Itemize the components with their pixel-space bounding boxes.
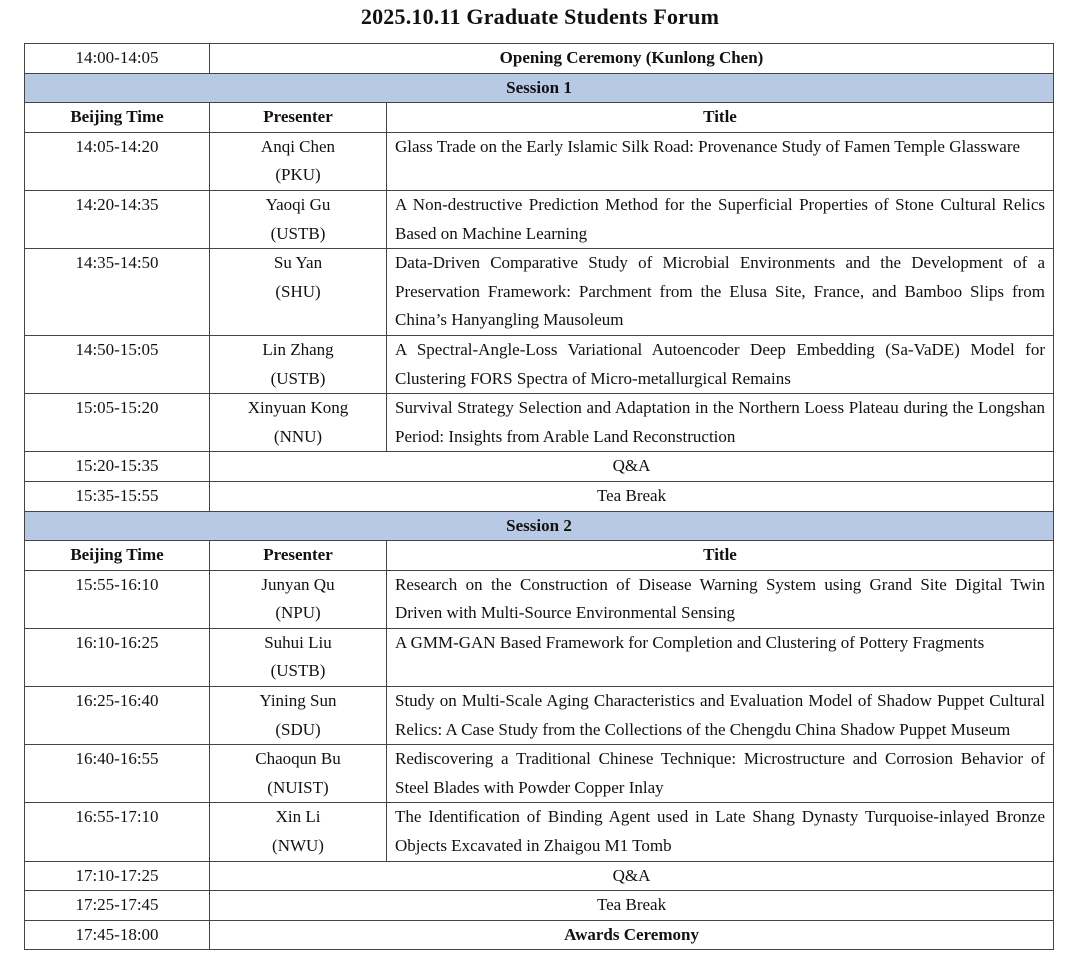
awards-row bbox=[25, 920, 1054, 950]
presenter-name: Suhui Liu bbox=[264, 632, 332, 652]
time-cell: 15:20-15:35 bbox=[25, 452, 210, 482]
session-2-talks bbox=[25, 570, 1054, 861]
presenter-affiliation: (NWU) bbox=[272, 836, 324, 856]
qa-cell: Q&A bbox=[210, 861, 1054, 891]
presenter-cell bbox=[210, 335, 387, 393]
qa-row bbox=[25, 452, 1054, 482]
time-cell: 16:10-16:25 bbox=[25, 628, 210, 686]
session-name: Session 2 bbox=[25, 511, 1054, 541]
qa-cell: Q&A bbox=[210, 452, 1054, 482]
awards-ceremony-cell: Awards Ceremony bbox=[210, 920, 1054, 950]
time-cell: 17:25-17:45 bbox=[25, 891, 210, 921]
presenter-cell bbox=[210, 394, 387, 452]
talk-row bbox=[25, 132, 1054, 190]
talk-row bbox=[25, 745, 1054, 803]
talk-row bbox=[25, 570, 1054, 628]
header-title: Title bbox=[387, 103, 1054, 133]
time-cell: 16:25-16:40 bbox=[25, 687, 210, 745]
time-cell: 14:05-14:20 bbox=[25, 132, 210, 190]
column-header-row bbox=[25, 103, 1054, 133]
tea-break-cell: Tea Break bbox=[210, 891, 1054, 921]
time-cell: 15:55-16:10 bbox=[25, 570, 210, 628]
tea-break-cell: Tea Break bbox=[210, 481, 1054, 511]
presenter-affiliation: (PKU) bbox=[275, 165, 321, 185]
time-cell: 14:50-15:05 bbox=[25, 335, 210, 393]
presenter-name: Anqi Chen bbox=[260, 136, 336, 156]
presenter-cell bbox=[210, 249, 387, 336]
talk-title: Research on the Construction of Disease Warning System using Grand Site Digital Twin Driven with Multi-Source Environmental Sensing bbox=[387, 570, 1054, 628]
header-title: Title bbox=[387, 541, 1054, 571]
presenter-name: Yaoqi Gu bbox=[265, 194, 331, 214]
header-presenter: Presenter bbox=[210, 541, 387, 571]
header-presenter: Presenter bbox=[210, 103, 387, 133]
talk-title: Rediscovering a Traditional Chinese Technique: Microstructure and Corrosion Behavior of Steel Blades with Powder Copper Inlay bbox=[387, 745, 1054, 803]
tea-break-row bbox=[25, 481, 1054, 511]
talk-row bbox=[25, 190, 1054, 248]
schedule-table bbox=[24, 43, 1054, 950]
time-cell: 16:55-17:10 bbox=[25, 803, 210, 861]
presenter-name: Xinyuan Kong bbox=[247, 398, 349, 418]
presenter-name: Chaoqun Bu bbox=[255, 749, 341, 769]
session-name: Session 1 bbox=[25, 73, 1054, 103]
presenter-affiliation: (SDU) bbox=[275, 719, 321, 739]
presenter-name: Su Yan bbox=[273, 253, 323, 273]
presenter-cell bbox=[210, 745, 387, 803]
presenter-affiliation: (USTB) bbox=[270, 661, 326, 681]
session-1-header bbox=[25, 73, 1054, 103]
talk-row bbox=[25, 687, 1054, 745]
opening-ceremony-cell: Opening Ceremony (Kunlong Chen) bbox=[210, 44, 1054, 74]
presenter-cell bbox=[210, 190, 387, 248]
presenter-name: Lin Zhang bbox=[262, 339, 334, 359]
time-cell: 15:05-15:20 bbox=[25, 394, 210, 452]
tea-break-row bbox=[25, 891, 1054, 921]
talk-title: The Identification of Binding Agent used in Late Shang Dynasty Turquoise-inlayed Bronze Objects Excavated in Zhaigou M1 Tomb bbox=[387, 803, 1054, 861]
presenter-affiliation: (USTB) bbox=[270, 223, 326, 243]
time-cell: 17:45-18:00 bbox=[25, 920, 210, 950]
header-time: Beijing Time bbox=[25, 103, 210, 133]
column-header-row bbox=[25, 541, 1054, 571]
presenter-name: Junyan Qu bbox=[261, 574, 335, 594]
time-cell: 15:35-15:55 bbox=[25, 481, 210, 511]
session-1-talks bbox=[25, 132, 1054, 452]
presenter-name: Xin Li bbox=[275, 807, 321, 827]
talk-row bbox=[25, 628, 1054, 686]
time-cell: 17:10-17:25 bbox=[25, 861, 210, 891]
talk-title: Study on Multi-Scale Aging Characteristics and Evaluation Model of Shadow Puppet Cultural Relics: A Case Study from the Collections of the Chengdu China Shadow Puppet Museum bbox=[387, 687, 1054, 745]
time-cell: 14:00-14:05 bbox=[25, 44, 210, 74]
time-cell: 14:35-14:50 bbox=[25, 249, 210, 336]
talk-row bbox=[25, 394, 1054, 452]
presenter-affiliation: (NNU) bbox=[273, 426, 323, 446]
header-time: Beijing Time bbox=[25, 541, 210, 571]
presenter-cell bbox=[210, 687, 387, 745]
presenter-name: Yining Sun bbox=[259, 691, 337, 711]
presenter-affiliation: (SHU) bbox=[275, 281, 321, 301]
presenter-affiliation: (USTB) bbox=[270, 368, 326, 388]
talk-title: Survival Strategy Selection and Adaptation in the Northern Loess Plateau during the Longshan Period: Insights from Arable Land Reconstruction bbox=[387, 394, 1054, 452]
session-2-header bbox=[25, 511, 1054, 541]
presenter-affiliation: (NUIST) bbox=[267, 777, 329, 797]
qa-row bbox=[25, 861, 1054, 891]
presenter-cell bbox=[210, 132, 387, 190]
talk-title: A Spectral-Angle-Loss Variational Autoencoder Deep Embedding (Sa-VaDE) Model for Clustering FORS Spectra of Micro-metallurgical Remains bbox=[387, 335, 1054, 393]
opening-row bbox=[25, 44, 1054, 74]
talk-row bbox=[25, 335, 1054, 393]
talk-title: Data-Driven Comparative Study of Microbial Environments and the Development of a Preservation Framework: Parchment from the Elusa Site, France, and Bamboo Slips from China’s Hanyangling Mausoleum bbox=[387, 249, 1054, 336]
talk-row bbox=[25, 803, 1054, 861]
time-cell: 14:20-14:35 bbox=[25, 190, 210, 248]
talk-title: A GMM-GAN Based Framework for Completion and Clustering of Pottery Fragments bbox=[387, 628, 1054, 686]
page-title: 2025.10.11 Graduate Students Forum bbox=[360, 4, 720, 29]
presenter-affiliation: (NPU) bbox=[275, 603, 321, 623]
talk-title: Glass Trade on the Early Islamic Silk Road: Provenance Study of Famen Temple Glassware bbox=[387, 132, 1054, 190]
time-cell: 16:40-16:55 bbox=[25, 745, 210, 803]
presenter-cell bbox=[210, 803, 387, 861]
talk-row bbox=[25, 249, 1054, 336]
presenter-cell bbox=[210, 570, 387, 628]
talk-title: A Non-destructive Prediction Method for the Superficial Properties of Stone Cultural Relics Based on Machine Learning bbox=[387, 190, 1054, 248]
presenter-cell bbox=[210, 628, 387, 686]
